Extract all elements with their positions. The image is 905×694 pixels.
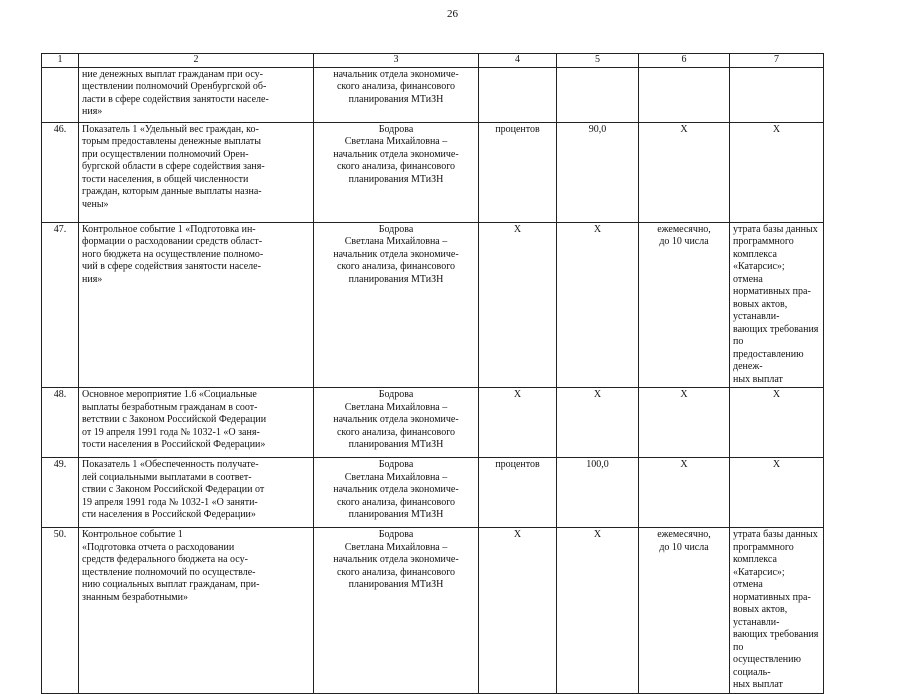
row-deadline: ежемесячно, до 10 числа	[639, 528, 730, 694]
row-number	[42, 67, 79, 122]
column-header: 1	[42, 54, 79, 68]
row-risks: Х	[730, 388, 824, 458]
table-row	[42, 458, 824, 528]
column-header: 5	[557, 54, 639, 68]
row-description: Контрольное событие 1 «Подготовка отчета о расходовании средств федерального бюджета на осу- ществление полномочий по осуществле- нию социальных выплат гражданам, при- знанным безработными»	[79, 528, 314, 694]
row-value: Х	[557, 388, 639, 458]
row-risks: утрата базы данных программного комплекса «Катарсис»; отмена нормативных пра- вовых актов, устанавли- вающих требования по осуществлению социаль- ных выплат	[730, 528, 824, 694]
row-value: Х	[557, 528, 639, 694]
row-value: 90,0	[557, 122, 639, 222]
column-header: 2	[79, 54, 314, 68]
row-risks	[730, 67, 824, 122]
row-description: ние денежных выплат гражданам при осу- ществлении полномочий Оренбургской об- ласти в сфере содействия занятости населе- ния»	[79, 67, 314, 122]
row-number: 48.	[42, 388, 79, 458]
row-number: 49.	[42, 458, 79, 528]
row-unit	[479, 67, 557, 122]
row-risks: Х	[730, 458, 824, 528]
row-unit: Х	[479, 222, 557, 388]
row-number: 50.	[42, 528, 79, 694]
column-header: 7	[730, 54, 824, 68]
column-header: 6	[639, 54, 730, 68]
row-unit: процентов	[479, 122, 557, 222]
row-description: Показатель 1 «Удельный вес граждан, ко- торым предоставлены денежные выплаты при осуществлении полномочий Орен- бургской области в сфере содействия заня- тости населения, в общей численности граждан, которым данные выплаты назна- чены»	[79, 122, 314, 222]
column-header: 4	[479, 54, 557, 68]
row-description: Показатель 1 «Обеспеченность получате- лей социальными выплатами в соответ- ствии с Законом Российской Федерации от 19 апреля 1991 года № 1032-1 «О заняти- сти населения в Российской Федерации»	[79, 458, 314, 528]
row-responsible: Бодрова Светлана Михайловна – начальник отдела экономиче- ского анализа, финансового планирования МТиЗН	[314, 528, 479, 694]
row-deadline: Х	[639, 122, 730, 222]
table-row	[42, 528, 824, 694]
column-header: 3	[314, 54, 479, 68]
row-description: Контрольное событие 1 «Подготовка ин- формации о расходовании средств област- ного бюджета на осуществление полномо- чий в сфере содействия занятости населе- ния»	[79, 222, 314, 388]
row-unit: Х	[479, 528, 557, 694]
table-row	[42, 222, 824, 388]
row-responsible: Бодрова Светлана Михайловна – начальник отдела экономиче- ского анализа, финансового планирования МТиЗН	[314, 222, 479, 388]
row-responsible: Бодрова Светлана Михайловна – начальник отдела экономиче- ского анализа, финансового планирования МТиЗН	[314, 388, 479, 458]
row-value	[557, 67, 639, 122]
row-unit: Х	[479, 388, 557, 458]
row-risks: Х	[730, 122, 824, 222]
table-row	[42, 388, 824, 458]
row-responsible: начальник отдела экономиче- ского анализа, финансового планирования МТиЗН	[314, 67, 479, 122]
row-risks: утрата базы данных программного комплекса «Катарсис»; отмена нормативных пра- вовых актов, устанавли- вающих требования по предоставлению денеж- ных выплат	[730, 222, 824, 388]
column-header-row	[42, 54, 824, 68]
table-row	[42, 122, 824, 222]
row-deadline: Х	[639, 388, 730, 458]
row-deadline: Х	[639, 458, 730, 528]
row-deadline: ежемесячно, до 10 числа	[639, 222, 730, 388]
row-value: Х	[557, 222, 639, 388]
page-number: 26	[447, 8, 458, 20]
table-row	[42, 67, 824, 122]
row-responsible: Бодрова Светлана Михайловна – начальник отдела экономиче- ского анализа, финансового планирования МТиЗН	[314, 458, 479, 528]
row-responsible: Бодрова Светлана Михайловна – начальник отдела экономиче- ского анализа, финансового планирования МТиЗН	[314, 122, 479, 222]
row-unit: процентов	[479, 458, 557, 528]
row-description: Основное мероприятие 1.6 «Социальные выплаты безработным гражданам в соот- ветствии с Законом Российской Федерации от 19 апреля 1991 года № 1032-1 «О заня- тости населения в Российской Федерации»	[79, 388, 314, 458]
row-number: 47.	[42, 222, 79, 388]
measures-table	[41, 53, 824, 694]
row-number: 46.	[42, 122, 79, 222]
row-deadline	[639, 67, 730, 122]
row-value: 100,0	[557, 458, 639, 528]
